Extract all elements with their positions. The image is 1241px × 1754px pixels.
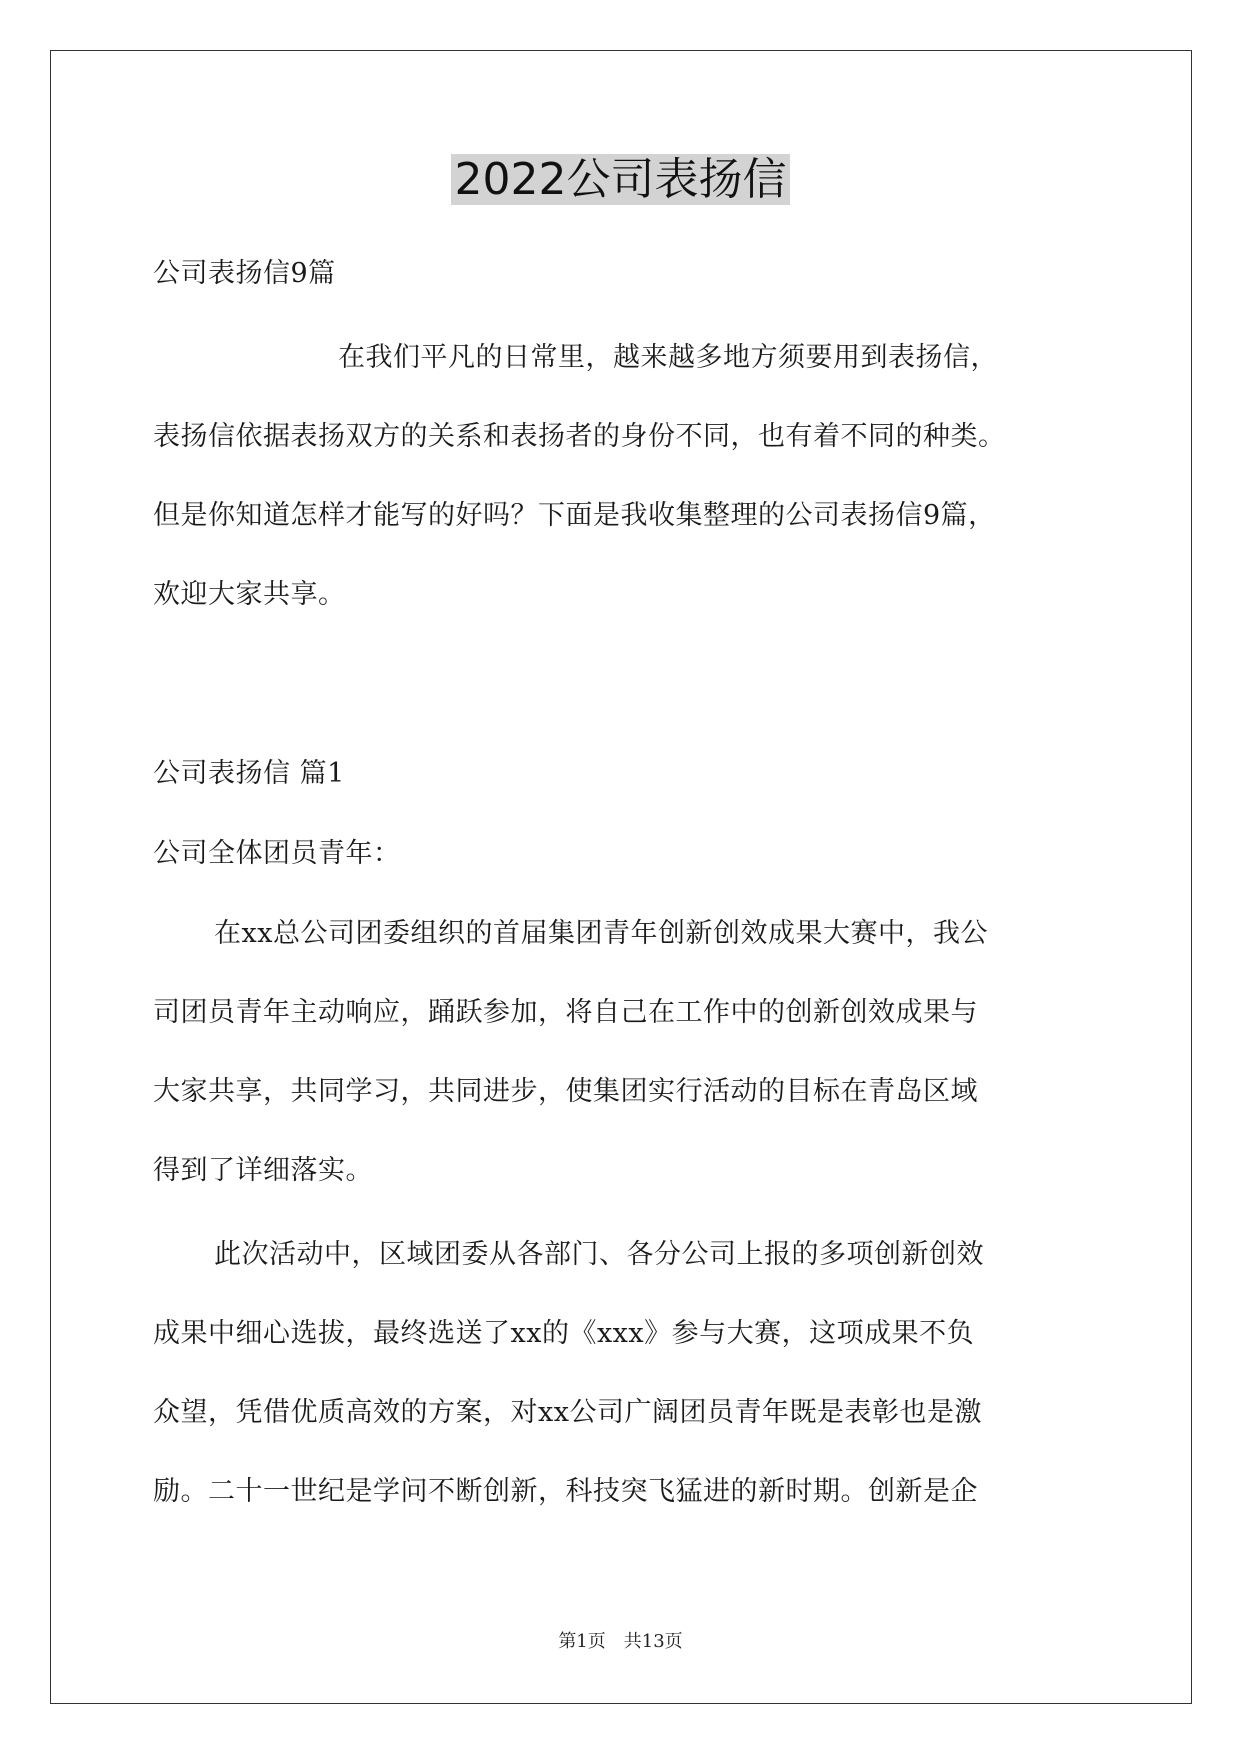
intro-line-3: 但是你知道怎样才能写的好吗？下面是我收集整理的公司表扬信9篇，	[153, 500, 996, 531]
document-title	[0, 150, 1241, 210]
paragraph1-line-1: 在xx总公司团委组织的首届集团青年创新创效成果大赛中，我公	[214, 918, 988, 949]
page-border	[50, 50, 1192, 1704]
paragraph2-line-3: 众望，凭借优质高效的方案，对xx公司广阔团员青年既是表彰也是激	[153, 1397, 982, 1428]
paragraph2-line-2: 成果中细心选拔，最终选送了xx的《xxx》参与大赛，这项成果不负	[153, 1318, 975, 1349]
page-footer	[0, 1630, 1241, 1654]
page-number: 第1页	[558, 1631, 606, 1652]
intro-line-4: 欢迎大家共享。	[153, 579, 346, 610]
paragraph1-line-3: 大家共享，共同学习，共同进步，使集团实行活动的目标在青岛区域	[153, 1076, 978, 1107]
paragraph2-line-1: 此次活动中，区域团委从各部门、各分公司上报的多项创新创效	[214, 1239, 984, 1270]
paragraph2-line-4: 励。二十一世纪是学问不断创新，科技突飞猛进的新时期。创新是企	[153, 1476, 978, 1507]
page-total: 共13页	[623, 1631, 683, 1652]
section-heading: 公司表扬信 篇1	[153, 758, 345, 789]
intro-line-2: 表扬信依据表扬双方的关系和表扬者的身份不同，也有着不同的种类。	[153, 421, 1006, 452]
paragraph1-line-4: 得到了详细落实。	[153, 1155, 373, 1186]
intro-line-1: 在我们平凡的日常里，越来越多地方须要用到表扬信，	[338, 342, 998, 373]
subtitle: 公司表扬信9篇	[153, 258, 336, 289]
title-text: 2022公司表扬信	[451, 154, 791, 205]
paragraph1-line-2: 司团员青年主动响应，踊跃参加，将自己在工作中的创新创效成果与	[153, 997, 978, 1028]
salutation: 公司全体团员青年：	[153, 838, 401, 869]
